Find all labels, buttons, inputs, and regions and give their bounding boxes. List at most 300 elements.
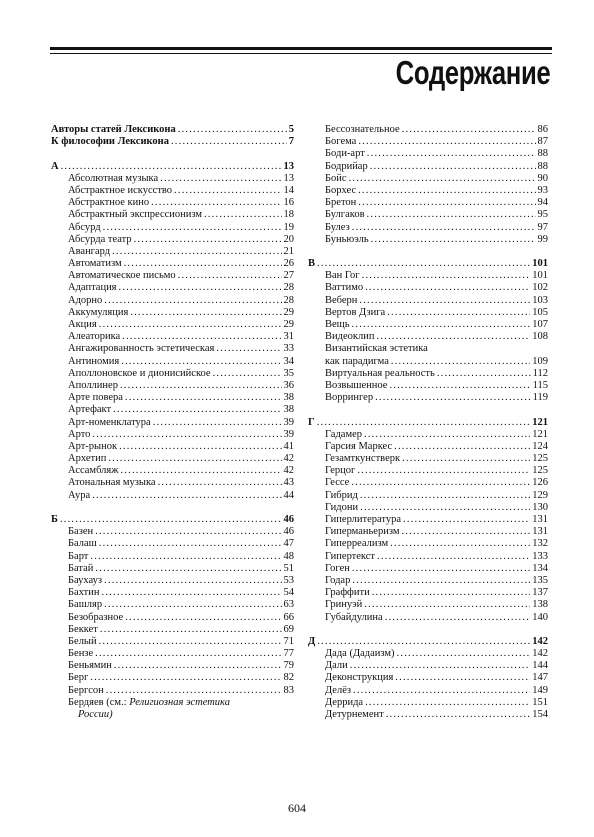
toc-entry-title: Барт — [68, 550, 89, 562]
toc-entry-title: Алеаторика — [68, 331, 121, 343]
toc-entry-title: Бодрийар — [325, 160, 368, 172]
toc-dot-leader — [103, 222, 282, 234]
toc-dot-leader — [370, 161, 536, 173]
toc-entry[interactable] — [308, 490, 548, 502]
toc-entry[interactable] — [51, 173, 294, 185]
toc-entry[interactable] — [308, 392, 548, 404]
toc-dot-leader — [160, 173, 281, 185]
toc-entry-page: 28 — [283, 294, 294, 306]
toc-entry-title: К философии Лексикона — [51, 136, 169, 148]
toc-dot-leader — [372, 587, 531, 599]
toc-entry-title: Абстрактное искусство — [68, 184, 173, 196]
toc-entry-title: Авторы статей Лексикона — [51, 124, 176, 135]
toc-dot-leader — [351, 477, 530, 489]
toc-entry-page: 54 — [283, 587, 294, 599]
toc-dot-leader — [349, 173, 536, 185]
toc-dot-leader — [125, 392, 282, 404]
toc-entry-title: Адаптация — [68, 282, 117, 294]
toc-entry[interactable] — [308, 331, 548, 343]
toc-entry[interactable] — [51, 624, 294, 636]
toc-entry-title: Боди-арт — [325, 148, 365, 160]
toc-entry-title: Гиперманьеризм — [325, 526, 400, 538]
toc-entry-title: Детурнемент — [325, 709, 384, 720]
toc-entry[interactable] — [308, 124, 548, 136]
toc-entry-page: 13 — [283, 160, 294, 172]
toc-entry-title: Авангард — [68, 245, 111, 257]
toc-dot-leader — [158, 477, 282, 489]
toc-entry-page: 38 — [283, 404, 294, 416]
toc-entry[interactable] — [308, 441, 548, 453]
toc-dot-leader — [358, 197, 535, 209]
toc-dot-leader — [395, 672, 530, 684]
toc-letter-heading[interactable] — [51, 161, 294, 173]
toc-spacer — [308, 246, 548, 258]
toc-entry-page: 48 — [283, 550, 294, 562]
toc-entry-title: Буньюэль — [325, 233, 369, 245]
toc-entry[interactable] — [51, 392, 294, 404]
toc-entry[interactable] — [51, 526, 294, 538]
toc-entry-page: 154 — [532, 709, 548, 720]
toc-dot-leader — [112, 246, 281, 258]
toc-crossref-target: Религиозная эстетика — [129, 696, 230, 708]
toc-entry[interactable] — [51, 404, 294, 416]
toc-dot-leader — [377, 551, 530, 563]
toc-entry-title: Делёз — [325, 684, 351, 696]
toc-dot-leader — [386, 709, 531, 721]
toc-dot-leader — [357, 465, 530, 477]
toc-dot-leader — [125, 612, 281, 624]
toc-entry-page: 86 — [537, 124, 548, 135]
toc-entry-title: Беньямин — [68, 660, 112, 672]
toc-dot-leader — [352, 575, 530, 587]
toc-entry-page: 18 — [283, 209, 294, 221]
toc-entry-title: Бессознательное — [325, 124, 400, 135]
toc-entry-page: 134 — [532, 562, 548, 574]
toc-entry[interactable] — [308, 222, 548, 234]
toc-entry-title: Акция — [68, 319, 97, 330]
toc-entry[interactable] — [308, 697, 548, 709]
toc-entry[interactable] — [51, 270, 294, 282]
toc-entry-title: Абсурд — [68, 221, 101, 233]
toc-entry-title: Автоматизм — [68, 258, 122, 270]
toc-entry-page: 26 — [283, 258, 294, 270]
toc-letter-heading[interactable] — [308, 636, 548, 648]
toc-entry[interactable] — [308, 453, 548, 465]
toc-entry[interactable] — [308, 575, 548, 587]
toc-dot-leader — [119, 282, 282, 294]
toc-dot-leader — [121, 356, 281, 368]
toc-dot-leader — [375, 392, 531, 404]
toc-entry[interactable] — [51, 319, 294, 331]
toc-dot-leader — [216, 343, 281, 355]
toc-entry-page: 34 — [283, 355, 294, 367]
toc-entry[interactable] — [308, 173, 548, 185]
toc-entry-page: 130 — [532, 501, 548, 513]
toc-entry-page: 39 — [283, 428, 294, 440]
toc-letter-heading[interactable] — [51, 514, 294, 526]
toc-entry[interactable] — [308, 356, 548, 368]
toc-entry-page: 27 — [283, 270, 294, 282]
toc-dot-leader — [120, 465, 281, 477]
toc-entry-title: Губайдулина — [325, 611, 383, 623]
toc-letter-heading[interactable] — [308, 258, 548, 270]
toc-entry-page: 83 — [283, 684, 294, 696]
toc-entry-title: Гессе — [325, 477, 350, 489]
toc-entry[interactable] — [51, 612, 294, 624]
toc-entry-title: Гарсия Маркес — [325, 440, 393, 452]
toc-entry[interactable] — [308, 148, 548, 160]
toc-entry[interactable] — [51, 587, 294, 599]
toc-entry-title: как парадигма — [325, 355, 389, 367]
toc-entry[interactable] — [308, 197, 548, 209]
toc-entry-title: Аура — [68, 489, 91, 501]
toc-dot-leader — [134, 234, 282, 246]
toc-crossref-target-cont: России) — [78, 709, 113, 721]
toc-entry-title: Ваттимо — [325, 282, 364, 294]
toc-entry-title: Абстрактный экспрессионизм — [68, 209, 203, 221]
toc-entry[interactable] — [308, 648, 548, 660]
toc-entry-title: Белый — [68, 635, 97, 647]
toc-entry[interactable] — [308, 209, 548, 221]
toc-entry-title: Деконструкция — [325, 672, 394, 684]
toc-entry-title: Атональная музыка — [68, 477, 156, 489]
toc-dot-leader — [100, 624, 282, 636]
toc-entry-page: 125 — [532, 453, 548, 465]
toc-entry[interactable] — [51, 343, 294, 355]
toc-dot-leader — [119, 441, 281, 453]
toc-entry-page: 94 — [537, 197, 548, 209]
toc-entry[interactable] — [308, 319, 548, 331]
toc-entry[interactable] — [51, 465, 294, 477]
toc-entry-page: 147 — [532, 672, 548, 684]
toc-entry[interactable] — [308, 270, 548, 282]
toc-dot-leader — [358, 185, 535, 197]
toc-dot-leader — [367, 209, 536, 221]
toc-entry[interactable] — [51, 477, 294, 489]
toc-entry-page: 88 — [537, 148, 548, 160]
toc-entry[interactable] — [308, 538, 548, 550]
toc-dot-leader — [90, 551, 281, 563]
toc-entry[interactable] — [51, 429, 294, 441]
toc-entry[interactable] — [51, 197, 294, 209]
toc-entry[interactable] — [51, 453, 294, 465]
toc-entry-title: Ассамбляж — [68, 465, 119, 477]
toc-entry-title: Ван Гог — [325, 270, 360, 282]
toc-entry-page: 41 — [283, 440, 294, 452]
toc-entry-title: Гиперлитература — [325, 514, 402, 525]
toc-entry-page: 42 — [283, 453, 294, 465]
toc-entry-title: Г — [308, 416, 315, 428]
toc-entry-title: Б — [51, 514, 58, 525]
toc-entry-page: 149 — [532, 684, 548, 696]
toc-entry-title: Башляр — [68, 599, 103, 611]
toc-entry-page: 88 — [537, 160, 548, 172]
toc-entry[interactable] — [51, 417, 294, 429]
toc-entry-page: 131 — [532, 526, 548, 538]
toc-entry[interactable] — [51, 441, 294, 453]
toc-entry-page: 151 — [532, 696, 548, 708]
toc-entry[interactable] — [51, 599, 294, 611]
toc-dot-leader — [367, 148, 536, 160]
toc-entry-page: 144 — [532, 660, 548, 672]
toc-entry[interactable] — [51, 672, 294, 684]
toc-entry-page: 7 — [288, 136, 294, 148]
toc-dot-leader — [122, 331, 281, 343]
toc-entry[interactable] — [308, 161, 548, 173]
toc-dot-leader — [437, 368, 531, 380]
toc-entry[interactable] — [308, 685, 548, 697]
toc-entry[interactable] — [51, 356, 294, 368]
toc-dot-leader — [60, 514, 282, 526]
toc-entry-page: 105 — [532, 306, 548, 318]
toc-entry-title: Базен — [68, 526, 94, 538]
toc-dot-leader — [153, 417, 282, 429]
toc-entry-page: 115 — [532, 379, 548, 391]
toc-dot-leader — [364, 429, 530, 441]
toc-dot-leader — [61, 161, 282, 173]
toc-entry[interactable] — [51, 258, 294, 270]
toc-front-entry[interactable] — [51, 136, 294, 148]
toc-entry[interactable] — [308, 514, 548, 526]
toc-dot-leader — [352, 222, 536, 234]
toc-entry[interactable] — [51, 685, 294, 697]
toc-entry-page: 82 — [283, 672, 294, 684]
toc-entry-page: 137 — [532, 587, 548, 599]
toc-entry-title: Годар — [325, 574, 351, 586]
toc-dot-leader — [352, 319, 531, 331]
toc-entry-title: Арт-рынок — [68, 440, 118, 452]
toc-entry-title: Гидони — [325, 501, 359, 513]
toc-dot-leader — [124, 258, 282, 270]
toc-entry-title: Антиномия — [68, 355, 120, 367]
toc-dot-leader — [360, 502, 530, 514]
toc-entry-title: Гибрид — [325, 489, 358, 501]
toc-dot-leader — [362, 270, 531, 282]
toc-entry[interactable] — [308, 368, 548, 380]
toc-entry-page: 119 — [532, 392, 548, 404]
toc-entry[interactable] — [51, 246, 294, 258]
toc-entry-page: 131 — [532, 514, 548, 525]
toc-entry-page: 28 — [283, 282, 294, 294]
toc-entry-title: Возвышенное — [325, 379, 388, 391]
toc-dot-leader — [178, 270, 282, 282]
toc-dot-leader — [92, 429, 281, 441]
toc-entry-title: Бойс — [325, 172, 347, 184]
toc-entry[interactable] — [51, 331, 294, 343]
toc-dot-leader — [359, 295, 530, 307]
toc-entry-page: 99 — [537, 233, 548, 245]
toc-entry[interactable] — [51, 660, 294, 672]
toc-entry[interactable] — [308, 599, 548, 611]
toc-entry[interactable] — [308, 709, 548, 721]
toc-entry[interactable] — [51, 185, 294, 197]
toc-dot-leader — [317, 636, 530, 648]
toc-front-entry[interactable] — [51, 124, 294, 136]
toc-entry[interactable] — [51, 575, 294, 587]
toc-dot-leader — [376, 331, 530, 343]
toc-entry-page: 71 — [283, 635, 294, 647]
toc-entry[interactable] — [308, 380, 548, 392]
page-number: 604 — [288, 801, 306, 815]
toc-entry[interactable] — [308, 526, 548, 538]
toc-dot-leader — [365, 282, 530, 294]
toc-entry[interactable] — [308, 185, 548, 197]
toc-entry[interactable] — [308, 477, 548, 489]
toc-entry[interactable] — [308, 429, 548, 441]
toc-entry-page: 19 — [283, 221, 294, 233]
toc-dot-leader — [389, 380, 530, 392]
toc-entry-page: 39 — [283, 416, 294, 428]
toc-entry[interactable] — [51, 538, 294, 550]
toc-entry-title: Безобразное — [68, 611, 124, 623]
toc-entry-title: Гоген — [325, 562, 350, 574]
toc-entry[interactable] — [308, 307, 548, 319]
toc-dot-leader — [99, 319, 282, 331]
toc-entry-title: Абсурда театр — [68, 233, 132, 245]
toc-dot-leader — [390, 538, 530, 550]
toc-dot-leader — [402, 453, 530, 465]
toc-entry[interactable] — [308, 672, 548, 684]
toc-entry-title: Бензе — [68, 648, 94, 660]
toc-entry-title: Батай — [68, 562, 94, 574]
toc-entry-page: 21 — [283, 245, 294, 257]
toc-dot-leader — [99, 636, 282, 648]
toc-entry-title: Борхес — [325, 184, 357, 196]
toc-entry-page: 69 — [283, 623, 294, 635]
toc-entry-title: Воррингер — [325, 392, 374, 404]
toc-spacer — [51, 502, 294, 514]
toc-entry-page: 29 — [283, 319, 294, 330]
header-rule-thick — [50, 47, 552, 50]
toc-dot-leader — [104, 599, 281, 611]
toc-entry-title: Абстрактное кино — [68, 197, 150, 209]
toc-entry[interactable] — [308, 136, 548, 148]
toc-entry-page: 13 — [283, 172, 294, 184]
toc-dot-leader — [104, 295, 281, 307]
toc-entry[interactable] — [308, 502, 548, 514]
toc-entry[interactable] — [51, 307, 294, 319]
toc-entry-page: 95 — [537, 209, 548, 221]
toc-entry[interactable] — [308, 551, 548, 563]
toc-entry-title: Гадамер — [325, 428, 363, 440]
toc-entry-page: 90 — [537, 172, 548, 184]
toc-entry-title: Дада (Дадаизм) — [325, 648, 395, 660]
toc-dot-leader — [120, 380, 282, 392]
toc-dot-leader — [385, 612, 531, 624]
toc-entry[interactable] — [308, 295, 548, 307]
toc-dot-leader — [364, 599, 530, 611]
toc-dot-leader — [95, 526, 281, 538]
toc-entry-page: 43 — [283, 477, 294, 489]
toc-entry[interactable] — [51, 295, 294, 307]
toc-entry[interactable] — [51, 648, 294, 660]
toc-entry[interactable] — [308, 343, 548, 355]
toc-entry-page: 125 — [532, 465, 548, 477]
toc-entry[interactable] — [51, 282, 294, 294]
toc-dot-leader — [174, 185, 281, 197]
toc-spacer — [308, 404, 548, 416]
toc-letter-heading[interactable] — [308, 417, 548, 429]
toc-entry-title: Граффити — [325, 587, 370, 599]
toc-entry-title: Виртуальная реальность — [325, 367, 435, 379]
toc-entry[interactable] — [51, 380, 294, 392]
toc-entry-title: Берг — [68, 672, 89, 684]
toc-entry-page: 103 — [532, 294, 548, 306]
toc-entry-title: Византийская эстетика — [325, 343, 428, 355]
toc-entry-page: 35 — [283, 367, 294, 379]
toc-dot-leader — [213, 368, 282, 380]
toc-entry-title: А — [51, 160, 59, 172]
toc-dot-leader — [353, 685, 530, 697]
toc-entry[interactable] — [51, 209, 294, 221]
toc-column-left — [51, 124, 294, 721]
toc-entry[interactable] — [308, 465, 548, 477]
toc-entry-page: 51 — [283, 562, 294, 574]
toc-entry-page: 46 — [283, 514, 294, 525]
toc-entry-title: Вещь — [325, 319, 350, 330]
toc-entry-page: 126 — [532, 477, 548, 489]
toc-entry-page: 121 — [532, 416, 548, 428]
toc-entry-title: Гринуэй — [325, 599, 363, 611]
toc-entry[interactable] — [51, 551, 294, 563]
toc-entry[interactable] — [51, 222, 294, 234]
toc-entry-title: Вертов Дзига — [325, 306, 386, 318]
toc-entry-page: 16 — [283, 197, 294, 209]
toc-entry-page: 112 — [532, 367, 548, 379]
toc-entry-page: 44 — [283, 489, 294, 501]
toc-entry-crossref[interactable] — [51, 697, 294, 721]
toc-dot-leader — [95, 648, 281, 660]
toc-entry[interactable] — [308, 282, 548, 294]
toc-entry[interactable] — [308, 587, 548, 599]
toc-entry-page: 79 — [283, 660, 294, 672]
toc-entry-title: Гезамткунстверк — [325, 453, 401, 465]
toc-dot-leader — [106, 685, 282, 697]
toc-entry[interactable] — [51, 490, 294, 502]
toc-entry-page: 77 — [283, 648, 294, 660]
toc-entry-title: Артефакт — [68, 404, 112, 416]
toc-entry-page: 109 — [532, 355, 548, 367]
toc-entry-title: Беккет — [68, 623, 98, 635]
toc-dot-leader — [204, 209, 281, 221]
toc-entry-title: Богема — [325, 136, 357, 148]
toc-entry-title: В — [308, 258, 316, 270]
toc-entry-title: Балаш — [68, 538, 97, 550]
toc-entry-page: 107 — [532, 319, 548, 330]
toc-entry-title: Герцог — [325, 465, 356, 477]
toc-entry-page: 53 — [283, 574, 294, 586]
toc-dot-leader — [401, 526, 530, 538]
toc-entry[interactable] — [51, 563, 294, 575]
toc-entry-page: 29 — [283, 306, 294, 318]
toc-dot-leader — [317, 417, 531, 429]
toc-dot-leader — [95, 563, 281, 575]
toc-entry[interactable] — [308, 234, 548, 246]
toc-entry-title: Видеоклип — [325, 331, 375, 343]
toc-entry-page: 38 — [283, 392, 294, 404]
toc-entry-page: 133 — [532, 550, 548, 562]
toc-entry-page: 140 — [532, 611, 548, 623]
toc-entry[interactable] — [308, 563, 548, 575]
toc-entry[interactable] — [51, 234, 294, 246]
toc-entry-title: Дали — [325, 660, 348, 672]
toc-dot-leader — [317, 258, 530, 270]
toc-entry[interactable] — [308, 612, 548, 624]
toc-entry[interactable] — [51, 636, 294, 648]
toc-entry-title: Гиперреализм — [325, 538, 389, 550]
toc-entry[interactable] — [308, 660, 548, 672]
toc-entry[interactable] — [51, 368, 294, 380]
